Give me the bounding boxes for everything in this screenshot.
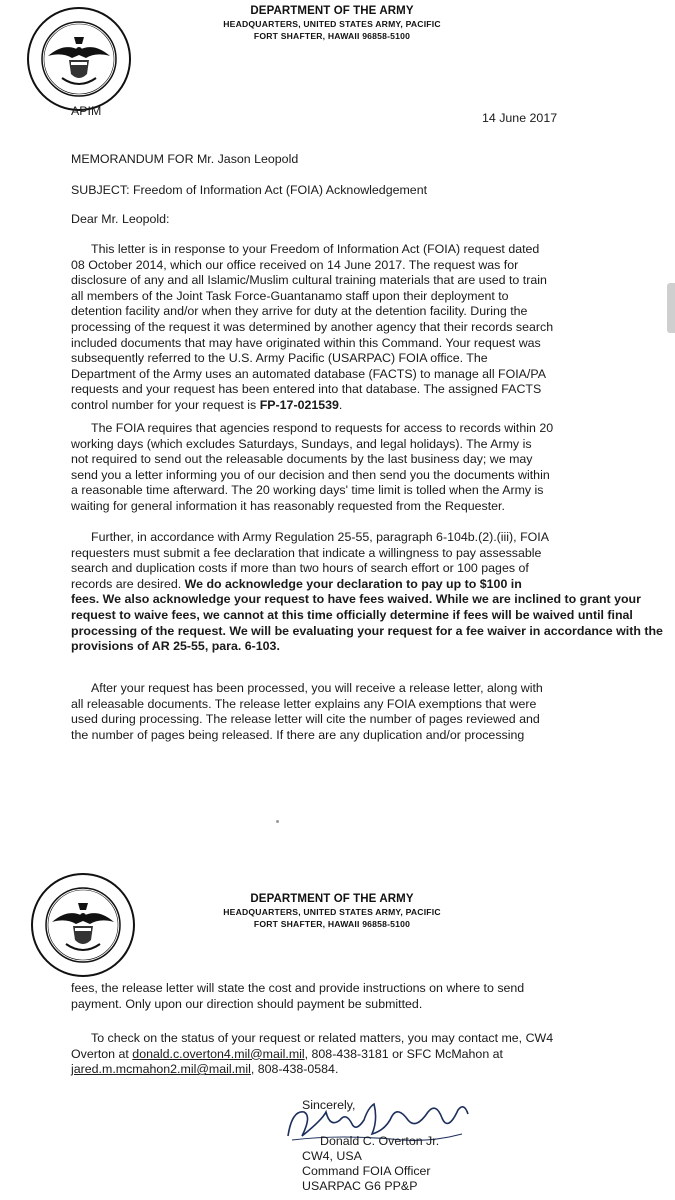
email-link-mcmahon[interactable]: jared.m.mcmahon2.mil@mail.mil [71, 1062, 251, 1077]
letterhead-headquarters: HEADQUARTERS, UNITED STATES ARMY, PACIFIC [223, 907, 441, 917]
paragraph-1-line: 08 October 2014, which our office received on 14 June 2017. The request was for [71, 257, 519, 272]
memorandum-for: MEMORANDUM FOR Mr. Jason Leopold [71, 152, 299, 166]
salutation: Dear Mr. Leopold: [71, 212, 170, 226]
paragraph-1-line: This letter is in response to your Freedom of Information Act (FOIA) request dated [91, 242, 540, 256]
paragraph-3-bold-line: evaluating your request for a fee waiver in accordance with the provisions of AR [71, 623, 663, 654]
paragraph-1-line: disclosure of any and all Islamic/Muslim cultural training materials that are used to train [71, 273, 547, 288]
control-number-lead: control number for your request is [71, 397, 260, 412]
paragraph-1-line: detention facility and/or when they arrive for duty at the detention facility. During the [71, 304, 528, 319]
paragraph-1-last-line [71, 398, 553, 414]
memo-date: 14 June 2017 [482, 111, 558, 125]
signer-name: Donald C. Overton Jr. [320, 1134, 440, 1148]
scan-edge-mark [667, 283, 675, 333]
closing-sincerely: Sincerely, [302, 1098, 356, 1112]
letterhead [222, 4, 442, 42]
paragraph-5-text: , 808-438-0584. [250, 1062, 339, 1077]
paragraph-5-text: Overton at [71, 1046, 133, 1061]
paragraph-3 [71, 530, 675, 655]
email-link-overton[interactable]: donald.c.overton4.mil@mail.mil [132, 1046, 305, 1061]
paragraph-3-line: Further, in accordance with Army Regulation 25-55, paragraph 6-104b.(2).(iii), FOIA [91, 530, 549, 544]
paragraph-3-bold: We do acknowledge your declaration to pay up to $100 in [184, 576, 522, 591]
letterhead-department: DEPARTMENT OF THE ARMY [250, 893, 414, 905]
paragraph-5-text: , 808-438-3181 or SFC McMahon at [304, 1046, 503, 1061]
paragraph-4 [71, 681, 543, 743]
paragraph-4-continued-line: payment. Only upon our direction should payment be submitted. [71, 996, 423, 1011]
paragraph-3-bold-line: fees. We also acknowledge your request to have fees waived. While we are [71, 592, 511, 607]
paragraph-2-line: working days (which excludes Saturdays, Sundays, and legal holidays). The Army is [71, 436, 532, 451]
paragraph-3-line [71, 577, 675, 593]
paragraph-5-line [71, 1062, 553, 1078]
paragraph-3-text: records are desired. [71, 576, 185, 591]
signer-rank: CW4, USA [302, 1149, 362, 1163]
letterhead [222, 892, 442, 930]
office-symbol: APIM [71, 104, 102, 118]
paragraph-4-line: the number of pages being released. If there are any duplication and/or processing [71, 727, 525, 742]
control-number-end: . [338, 397, 343, 412]
paragraph-1 [71, 242, 553, 414]
signer-title: Command FOIA Officer [302, 1164, 431, 1178]
paragraph-1-line: subsequently referred to the U.S. Army Pacific (USARPAC) FOIA office. The [71, 351, 488, 366]
paragraph-1-line: processing of the request it was determined by another agency that their records search [71, 319, 554, 334]
paragraph-2-line: waiting for general information it has reasonably requested from the Requester. [71, 498, 505, 513]
paragraph-5 [71, 1031, 553, 1078]
memo-subject: SUBJECT: Freedom of Information Act (FOIA) Acknowledgement [71, 183, 428, 197]
paragraph-1-line: included documents that may have originated within this Command. Your request was [71, 335, 541, 350]
paragraph-3-line: search and duplication costs if more than two hours of search effort or 100 pages of [71, 561, 529, 576]
paragraph-4-line: used during processing. The release letter will cite the number of pages reviewed and [71, 712, 540, 727]
paragraph-3-bold-line: 25-55, para. 6-103. [173, 639, 280, 654]
paragraph-5-line: To check on the status of your request or related matters, you may contact me, CW4 [91, 1031, 554, 1045]
paragraph-3-bold-line: determine if fees will be waived until final processing of the request. We will be [71, 607, 633, 638]
scan-speck [276, 820, 279, 823]
letterhead-department: DEPARTMENT OF THE ARMY [250, 5, 414, 17]
paragraph-2-line: send you a letter informing you of our decision and then send you the documents within [71, 467, 550, 482]
dod-seal-icon [30, 872, 136, 978]
paragraph-1-line: all members of the Joint Task Force-Guantanamo staff upon their deployment to [71, 288, 509, 303]
signer-organization: USARPAC G6 PP&P [302, 1179, 418, 1193]
paragraph-2 [71, 421, 553, 515]
paragraph-2-line: a reasonable time afterward. The 20 working days' time limit is tolled when the Army is [71, 483, 544, 498]
facts-control-number: FP-17-021539 [259, 397, 339, 412]
paragraph-5-line [71, 1047, 553, 1063]
paragraph-4-continued [71, 981, 524, 1012]
letterhead-address: FORT SHAFTER, HAWAII 96858-5100 [253, 919, 411, 929]
paragraph-1-line: requests and your request has been entered into that database. The assigned FACTS [71, 382, 542, 397]
paragraph-4-line: all releasable documents. The release letter explains any FOIA exemptions that were [71, 696, 537, 711]
dod-seal-icon [26, 6, 132, 112]
paragraph-3-bold-line: inclined to grant your request to waive fees, we cannot at this time officially [71, 592, 641, 622]
paragraph-2-line: not required to send out the releasable documents by the last business day; we may [71, 452, 533, 467]
paragraph-4-line: After your request has been processed, you will receive a release letter, along with [91, 681, 543, 695]
paragraph-1-line: Department of the Army uses an automated database (FACTS) to manage all FOIA/PA [71, 366, 546, 381]
letterhead-headquarters: HEADQUARTERS, UNITED STATES ARMY, PACIFIC [223, 19, 441, 29]
letterhead-address: FORT SHAFTER, HAWAII 96858-5100 [253, 31, 411, 41]
paragraph-4-continued-line: fees, the release letter will state the cost and provide instructions on where to send [71, 981, 525, 995]
paragraph-3-line: requesters must submit a fee declaration that indicate a willingness to pay assessable [71, 545, 542, 560]
paragraph-2-line: The FOIA requires that agencies respond to requests for access to records within 20 [91, 421, 554, 435]
page-separator [0, 850, 675, 858]
